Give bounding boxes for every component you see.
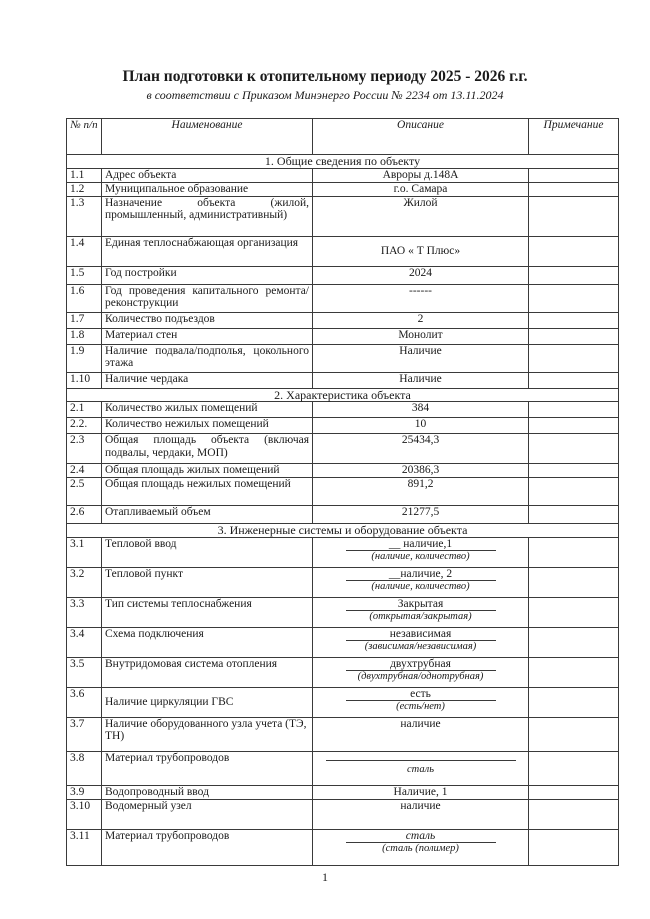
row-desc: Наличие, 1 [313,785,529,799]
row-value [326,760,516,761]
row-name: Наличие циркуляции ГВС [102,687,313,717]
row-num: 3.2 [67,567,102,597]
table-row [67,478,619,506]
table-row [67,627,619,657]
header-num: № п/п [67,119,102,155]
row-num: 3.4 [67,627,102,657]
table-header-row [67,119,619,155]
row-name: Тепловой ввод [102,537,313,567]
row-hint: (двухтрубная/однотрубная) [357,671,484,682]
row-desc: 2024 [313,266,529,284]
row-desc: наличие [313,799,529,829]
row-name: Единая теплоснабжающая организация [102,236,313,266]
row-note [529,627,619,657]
row-desc [313,829,529,865]
table-row [67,434,619,464]
row-name: Тепловой пункт [102,567,313,597]
row-note [529,168,619,182]
table-row [67,464,619,478]
row-name: Год проведения капитального ремонта/реконструкции [102,284,313,312]
row-note [529,687,619,717]
row-num: 1.3 [67,196,102,236]
row-note [529,418,619,434]
row-hint: (наличие, количество) [371,581,470,592]
table-row [67,168,619,182]
row-num: 3.11 [67,829,102,865]
row-note [529,182,619,196]
row-name: Наличие чердака [102,372,313,388]
table-row [67,196,619,236]
row-note [529,785,619,799]
row-note [529,402,619,418]
row-num: 3.7 [67,717,102,751]
row-value: __наличие, 2 [346,568,496,582]
section-row [67,388,619,402]
row-desc [313,627,529,657]
table-row [67,717,619,751]
row-num: 2.3 [67,434,102,464]
row-note [529,751,619,785]
row-desc [313,597,529,627]
row-desc: ------ [313,284,529,312]
row-num: 2.6 [67,506,102,524]
row-note [529,478,619,506]
table-row [67,567,619,597]
row-desc: г.о. Самара [313,182,529,196]
row-note [529,537,619,567]
row-desc: 10 [313,418,529,434]
row-desc: 891,2 [313,478,529,506]
row-num: 1.1 [67,168,102,182]
row-hint: (зависимая/независимая) [364,641,477,652]
row-desc [313,687,529,717]
row-name: Материал трубопроводов [102,751,313,785]
row-value: независимая [346,628,496,642]
table-row [67,344,619,372]
row-num: 3.1 [67,537,102,567]
table-row [67,236,619,266]
row-num: 3.9 [67,785,102,799]
table-row [67,829,619,865]
row-num: 1.10 [67,372,102,388]
row-desc: Жилой [313,196,529,236]
table-row [67,687,619,717]
row-name: Количество подъездов [102,312,313,328]
plan-table [66,118,619,866]
row-hint: (наличие, количество) [371,551,470,562]
header-name: Наименование [102,119,313,155]
row-name: Количество жилых помещений [102,402,313,418]
row-note [529,196,619,236]
row-name: Общая площадь нежилых помещений [102,478,313,506]
row-name: Общая площадь объекта (включая подвалы, чердаки, МОП) [102,434,313,464]
row-num: 1.6 [67,284,102,312]
row-desc [313,567,529,597]
row-note [529,829,619,865]
section-title: 3. Инженерные системы и оборудование объекта [67,524,619,538]
table-row [67,284,619,312]
row-note [529,567,619,597]
row-name: Схема подключения [102,627,313,657]
row-desc [313,657,529,687]
row-num: 3.10 [67,799,102,829]
row-note [529,506,619,524]
header-note: Примечание [529,119,619,155]
row-name: Год постройки [102,266,313,284]
row-note [529,464,619,478]
row-desc [313,751,529,785]
table-row [67,751,619,785]
row-value: сталь [346,830,496,844]
row-num: 3.5 [67,657,102,687]
row-name: Водопроводный ввод [102,785,313,799]
row-name: Материал трубопроводов [102,829,313,865]
document-subtitle: в соответствии с Приказом Минэнерго России № 2234 от 13.11.2024 [146,88,504,102]
row-desc: Авроры д.148А [313,168,529,182]
row-num: 1.9 [67,344,102,372]
table-row [67,266,619,284]
row-desc: 21277,5 [313,506,529,524]
row-num: 3.3 [67,597,102,627]
row-desc: Монолит [313,328,529,344]
row-num: 2.4 [67,464,102,478]
row-note [529,799,619,829]
row-value: двухтрубная [346,658,496,672]
row-note [529,328,619,344]
row-name: Тип системы теплоснабжения [102,597,313,627]
row-note [529,312,619,328]
row-num: 1.4 [67,236,102,266]
section-title: 1. Общие сведения по объекту [67,155,619,169]
document-title: План подготовки к отопительному периоду 2025 - 2026 г.г. [122,68,528,85]
section-row [67,524,619,538]
row-note [529,657,619,687]
row-hint: (открытая/закрытая) [369,611,472,622]
row-name: Назначение объекта (жилой, промышленный, административный) [102,196,313,236]
row-note [529,372,619,388]
row-desc: Наличие [313,344,529,372]
row-num: 2.2. [67,418,102,434]
row-value: есть [346,688,496,702]
row-name: Адрес объекта [102,168,313,182]
row-name: Внутридомовая система отопления [102,657,313,687]
row-name: Наличие оборудованного узла учета (ТЭ, ТН) [102,717,313,751]
row-hint: (сталь (полимер) [382,843,459,854]
row-note [529,266,619,284]
row-desc: 25434,3 [313,434,529,464]
row-value: Закрытая [346,598,496,612]
row-num: 1.2 [67,182,102,196]
table-row [67,597,619,627]
row-num: 1.5 [67,266,102,284]
table-row [67,657,619,687]
row-hint: (есть/нет) [396,701,445,712]
row-note [529,236,619,266]
section-row [67,155,619,169]
row-note [529,717,619,751]
table-row [67,402,619,418]
row-num: 1.8 [67,328,102,344]
row-name: Количество нежилых помещений [102,418,313,434]
table-row [67,799,619,829]
table-row [67,506,619,524]
row-num: 3.6 [67,687,102,717]
row-name: Отапливаемый объем [102,506,313,524]
row-num: 3.8 [67,751,102,785]
row-note [529,284,619,312]
table-row [67,372,619,388]
row-note [529,597,619,627]
row-name: Общая площадь жилых помещений [102,464,313,478]
row-name: Наличие подвала/подполья, цокольного этажа [102,344,313,372]
row-value: __ наличие,1 [346,538,496,552]
row-desc [313,537,529,567]
row-name: Материал стен [102,328,313,344]
table-row [67,328,619,344]
row-name: Водомерный узел [102,799,313,829]
row-desc: 384 [313,402,529,418]
row-desc: 2 [313,312,529,328]
section-title: 2. Характеристика объекта [67,388,619,402]
row-desc: ПАО « Т Плюс» [313,236,529,266]
row-num: 1.7 [67,312,102,328]
row-note [529,434,619,464]
table-row [67,182,619,196]
header-desc: Описание [313,119,529,155]
table-row [67,312,619,328]
row-desc: Наличие [313,372,529,388]
row-num: 2.1 [67,402,102,418]
table-row [67,785,619,799]
row-note [529,344,619,372]
table-row [67,418,619,434]
row-hint: сталь [407,764,434,775]
row-desc: наличие [313,717,529,751]
row-desc: 20386,3 [313,464,529,478]
page-number: 1 [322,870,328,884]
row-num: 2.5 [67,478,102,506]
table-row [67,537,619,567]
row-name: Муниципальное образование [102,182,313,196]
